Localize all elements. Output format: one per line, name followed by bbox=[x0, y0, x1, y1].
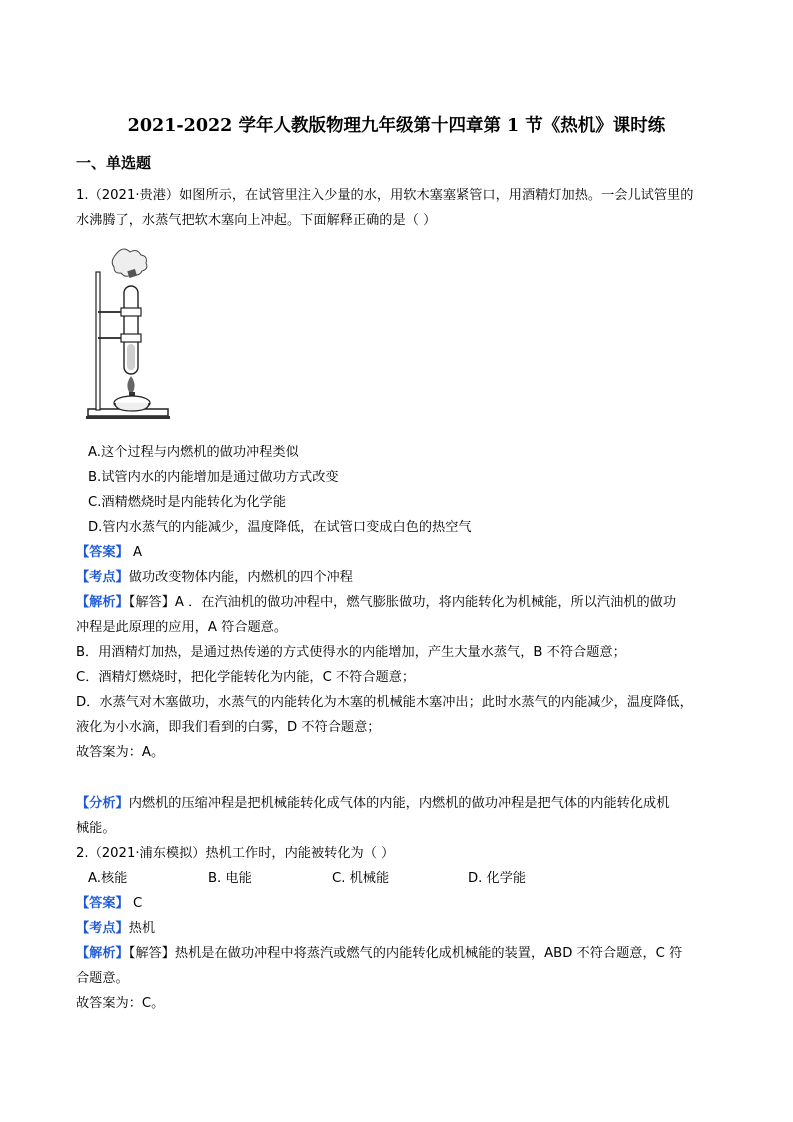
q2-option-a: A.核能 bbox=[88, 871, 128, 886]
q2-answer bbox=[76, 891, 726, 916]
q1-analysis-line6: 液化为小水滴，即我们看到的白雾，D 不符合题意； bbox=[76, 720, 381, 735]
q1-fenxi-line2: 械能。 bbox=[76, 821, 116, 836]
answer-tag: 【答案】 bbox=[76, 896, 129, 911]
q1-analysis-line5: D．水蒸气对木塞做功，水蒸气的内能转化为木塞的机械能木塞冲出；此时水蒸气的内能减少，温度降低， bbox=[76, 695, 693, 710]
answer-value: C bbox=[128, 896, 143, 911]
q2-option-c: C. 机械能 bbox=[332, 871, 390, 886]
analysis-text: 【解答】A ．在汽油机的做功冲程中，燃气膨胀做功，将内能转化为机械能，所以汽油机的做功 bbox=[128, 595, 677, 610]
q2-analysis-line2: 合题意。 bbox=[76, 971, 129, 986]
section-heading: 一、单选题 bbox=[76, 154, 152, 172]
q1-analysis-line1 bbox=[76, 590, 726, 615]
q2-analysis-line1 bbox=[76, 941, 726, 966]
q2-stem: 2.（2021·浦东模拟）热机工作时，内能被转化为（ ） bbox=[76, 846, 395, 861]
point-tag: 【考点】 bbox=[76, 921, 129, 936]
fenxi-text: 内燃机的压缩冲程是把机械能转化成气体的内能，内燃机的做功冲程是把气体的内能转化成机 bbox=[128, 796, 670, 811]
q1-fenxi-line1 bbox=[76, 791, 726, 816]
q1-option-a: A.这个过程与内燃机的做功冲程类似 bbox=[88, 445, 299, 460]
q1-option-d: D.管内水蒸气的内能减少，温度降低，在试管口变成白色的热空气 bbox=[88, 520, 472, 535]
point-value: 热机 bbox=[128, 921, 156, 936]
q2-point bbox=[76, 916, 726, 941]
q1-answer bbox=[76, 540, 726, 565]
analysis-tag: 【解析】 bbox=[76, 946, 129, 961]
q1-analysis-line3: B．用酒精灯加热，是通过热传递的方式使得水的内能增加，产生大量水蒸气，B 不符合题意； bbox=[76, 645, 626, 660]
answer-value: A bbox=[128, 545, 142, 560]
q2-options-row bbox=[88, 866, 588, 891]
test-tube-heating-apparatus-icon bbox=[84, 246, 172, 424]
q1-analysis-line4: C．酒精灯燃烧时，把化学能转化为内能，C 不符合题意； bbox=[76, 670, 416, 685]
q1-option-b: B.试管内水的内能增加是通过做功方式改变 bbox=[88, 470, 339, 485]
fenxi-tag: 【分析】 bbox=[76, 796, 129, 811]
q2-analysis-line3: 故答案为：C。 bbox=[76, 996, 165, 1011]
q1-option-c: C.酒精燃烧时是内能转化为化学能 bbox=[88, 495, 287, 510]
q1-analysis-line2: 冲程是此原理的应用，A 符合题意。 bbox=[76, 620, 288, 635]
q2-option-d: D. 化学能 bbox=[468, 871, 527, 886]
q1-point bbox=[76, 565, 726, 590]
point-value: 做功改变物体内能，内燃机的四个冲程 bbox=[128, 570, 353, 585]
analysis-tag: 【解析】 bbox=[76, 595, 129, 610]
answer-tag: 【答案】 bbox=[76, 545, 129, 560]
document-title: 2021-2022 学年人教版物理九年级第十四章第 1 节《热机》课时练 bbox=[127, 116, 666, 136]
point-tag: 【考点】 bbox=[76, 570, 129, 585]
q1-stem-line1: 1.（2021·贵港）如图所示，在试管里注入少量的水，用软木塞塞紧管口，用酒精灯加热。一会儿试管里的 bbox=[76, 188, 694, 203]
analysis-text: 【解答】热机是在做功冲程中将蒸汽或燃气的内能转化成机械能的装置，ABD 不符合题意，C 符 bbox=[128, 946, 683, 961]
q2-option-b: B. 电能 bbox=[208, 871, 252, 886]
q1-analysis-line7: 故答案为：A。 bbox=[76, 745, 165, 760]
q1-stem-line2: 水沸腾了，水蒸气把软木塞向上冲起。下面解释正确的是（ ） bbox=[76, 213, 437, 228]
